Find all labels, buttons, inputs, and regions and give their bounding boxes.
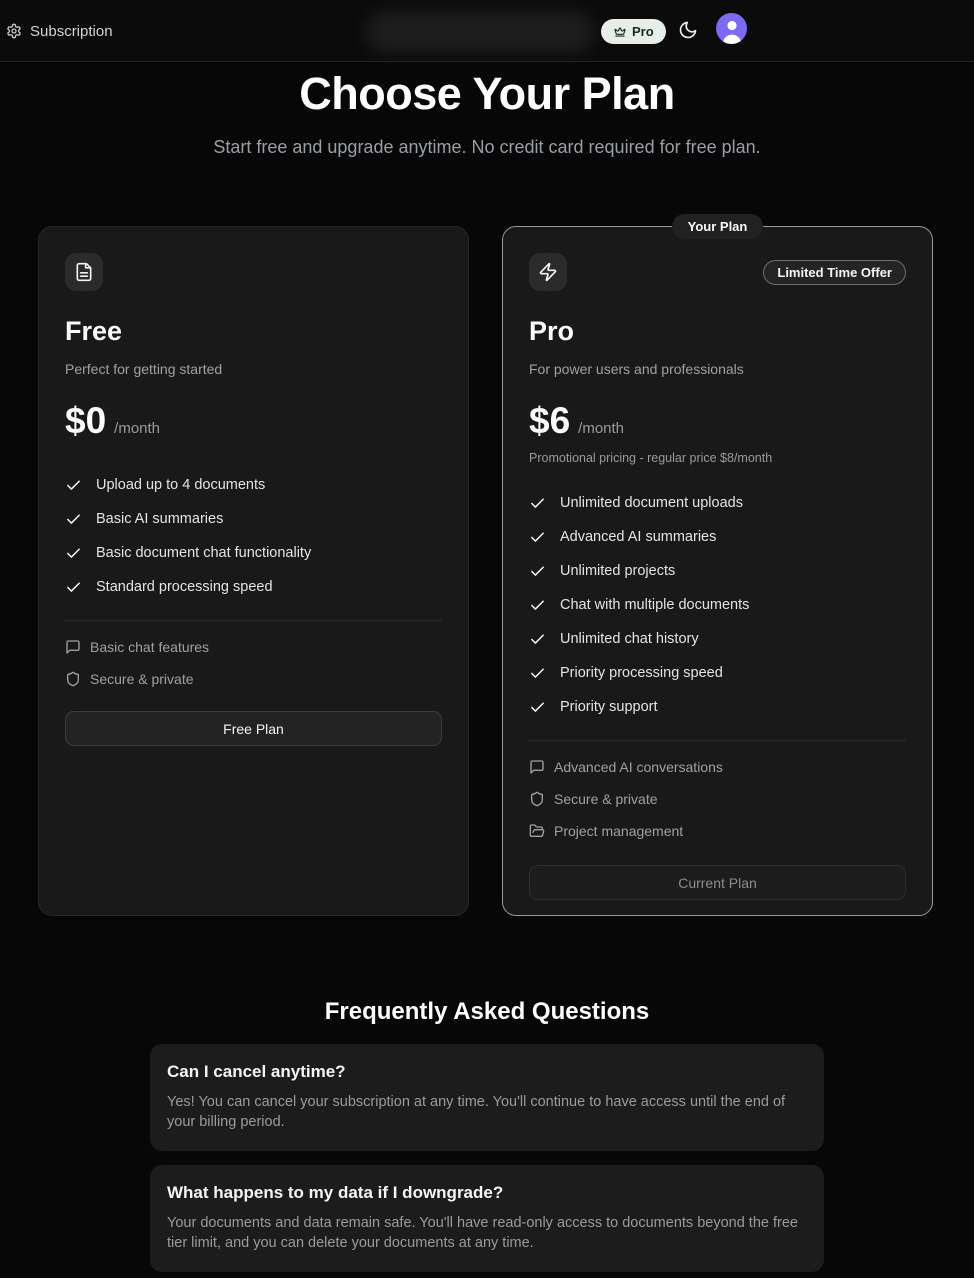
check-icon: [529, 631, 546, 648]
extra-label: Advanced AI conversations: [554, 759, 723, 775]
feature-item: [65, 536, 442, 570]
plan-tagline: For power users and professionals: [529, 361, 744, 377]
plan-period: /month: [578, 420, 625, 437]
check-icon: [529, 699, 546, 716]
faq-question: What happens to my data if I downgrade?: [167, 1183, 504, 1202]
plan-price: $6: [529, 400, 571, 441]
feature-item: [529, 622, 906, 656]
feature-label: Unlimited document uploads: [560, 495, 743, 511]
feature-item: [529, 554, 906, 588]
free-plan-button[interactable]: Free Plan: [65, 711, 442, 746]
feature-label: Unlimited projects: [560, 563, 676, 579]
redacted-logo: [366, 11, 594, 53]
check-icon: [529, 529, 546, 546]
check-icon: [65, 511, 82, 528]
shield-icon: [529, 791, 545, 807]
your-plan-badge: Your Plan: [672, 214, 764, 239]
page-title: Subscription: [30, 22, 113, 40]
check-icon: [65, 477, 82, 494]
free-feature-list: [65, 468, 442, 604]
plan-period: /month: [114, 420, 161, 437]
plan-tagline: Perfect for getting started: [65, 361, 223, 377]
faq-item: [150, 1165, 824, 1272]
faq-answer: Yes! You can cancel your subscription at any time. You'll continue to have access until the end of your billing period.: [167, 1094, 786, 1130]
faq-list: [150, 1044, 824, 1272]
feature-label: Priority processing speed: [560, 665, 723, 681]
feature-item: [529, 690, 906, 724]
check-icon: [529, 597, 546, 614]
check-icon: [65, 545, 82, 562]
feature-label: Priority support: [560, 699, 658, 715]
divider: [529, 740, 906, 741]
plans-row: [38, 219, 934, 916]
price-row: [529, 400, 906, 442]
faq-title: Frequently Asked Questions: [324, 998, 650, 1025]
faq-question: Can I cancel anytime?: [167, 1062, 346, 1081]
moon-icon[interactable]: [678, 20, 700, 42]
feature-label: Upload up to 4 documents: [96, 477, 266, 493]
plan-price: $0: [65, 400, 107, 441]
extra-item: [529, 783, 906, 815]
extra-item: [529, 751, 906, 783]
zap-icon: [529, 253, 567, 291]
feature-item: [65, 502, 442, 536]
check-icon: [65, 579, 82, 596]
free-extra-list: [65, 631, 442, 695]
feature-label: Unlimited chat history: [560, 631, 699, 647]
plan-name: Free: [65, 316, 123, 346]
free-card-header: [65, 253, 442, 291]
feature-item: [529, 486, 906, 520]
feature-label: Chat with multiple documents: [560, 597, 750, 613]
faq-answer: Your documents and data remain safe. You'll have read-only access to documents beyond the free tier limit, and you can delete your documents at any time.: [167, 1215, 798, 1251]
check-icon: [529, 495, 546, 512]
plan-name: Pro: [529, 316, 575, 346]
folder-open-icon: [529, 823, 545, 839]
extra-label: Project management: [554, 823, 684, 839]
feature-item: [529, 588, 906, 622]
shield-icon: [65, 671, 81, 687]
extra-item: [65, 663, 442, 695]
pro-extra-list: [529, 751, 906, 847]
feature-label: Basic AI summaries: [96, 511, 224, 527]
check-icon: [529, 563, 546, 580]
extra-label: Secure & private: [90, 671, 194, 687]
header-left: [6, 0, 113, 62]
chat-bubble-icon: [65, 639, 81, 655]
free-plan-card: [38, 226, 469, 916]
pro-card-header: [529, 253, 906, 291]
pro-badge-label: Pro: [632, 24, 654, 39]
chat-bubble-icon: [529, 759, 545, 775]
pro-plan-card: [502, 219, 933, 916]
divider: [65, 620, 442, 621]
feature-item: [529, 656, 906, 690]
feature-item: [65, 468, 442, 502]
feature-label: Standard processing speed: [96, 579, 273, 595]
pro-plan-badge: [601, 19, 666, 44]
document-icon: [65, 253, 103, 291]
limited-offer-badge: Limited Time Offer: [763, 260, 906, 285]
feature-item: [65, 570, 442, 604]
pro-feature-list: [529, 486, 906, 724]
user-avatar[interactable]: [716, 13, 747, 44]
price-row: [65, 400, 442, 442]
top-bar: [0, 0, 974, 62]
promo-note: Promotional pricing - regular price $8/month: [529, 451, 773, 465]
extra-item: [65, 631, 442, 663]
feature-label: Basic document chat functionality: [96, 545, 312, 561]
faq-item: [150, 1044, 824, 1151]
hero-subtitle: Start free and upgrade anytime. No credit card required for free plan.: [213, 137, 761, 157]
gear-icon[interactable]: [6, 23, 22, 39]
feature-label: Advanced AI summaries: [560, 529, 717, 545]
feature-item: [529, 520, 906, 554]
crown-icon: [613, 25, 627, 39]
extra-item: [529, 815, 906, 847]
current-plan-button[interactable]: Current Plan: [529, 865, 906, 900]
extra-label: Secure & private: [554, 791, 658, 807]
hero-title: Choose Your Plan: [299, 68, 675, 119]
check-icon: [529, 665, 546, 682]
extra-label: Basic chat features: [90, 639, 210, 655]
